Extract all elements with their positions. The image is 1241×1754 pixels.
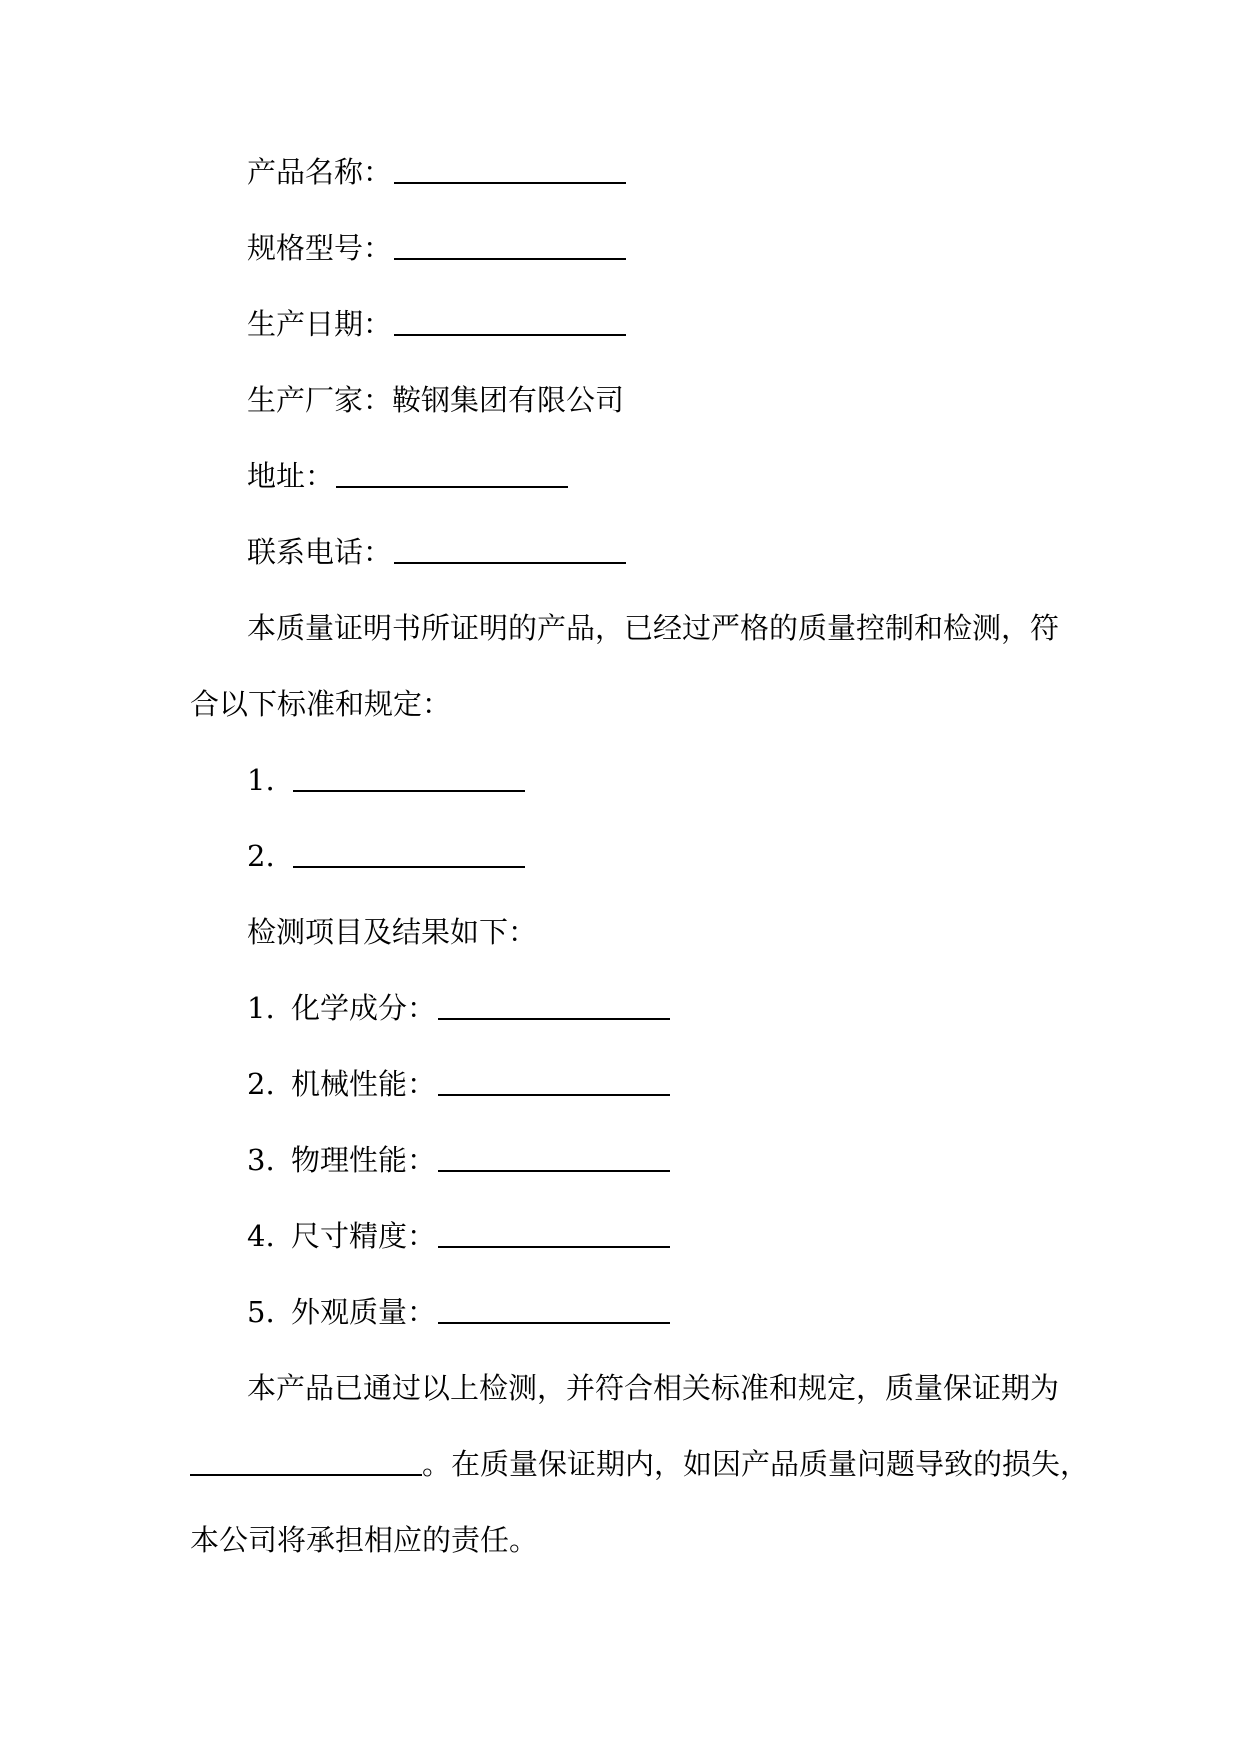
test-label: 化学成分：: [291, 991, 437, 1025]
standard-number: 2.: [247, 839, 275, 873]
address-blank: [336, 486, 568, 488]
address-field: [247, 456, 568, 496]
test-item: [247, 1216, 670, 1256]
standard-item: [247, 760, 525, 800]
test-label: 机械性能：: [291, 1067, 437, 1101]
standard-blank: [293, 790, 525, 792]
spec-label: 规格型号：: [247, 231, 393, 265]
phone-field: [247, 532, 626, 572]
test-number: 2.: [247, 1067, 275, 1101]
test-item: [247, 1064, 670, 1104]
production-date-label: 生产日期：: [247, 307, 393, 341]
test-blank: [438, 1094, 670, 1096]
test-label: 外观质量：: [291, 1295, 437, 1329]
warranty-period-blank: [190, 1474, 422, 1476]
tests-heading: 检测项目及结果如下：: [247, 915, 538, 949]
test-item: [247, 1292, 670, 1332]
phone-blank: [394, 562, 626, 564]
manufacturer-label: 生产厂家：: [247, 383, 393, 417]
test-label: 尺寸精度：: [291, 1219, 437, 1253]
conclusion-line-1: 本产品已通过以上检测，并符合相关标准和规定，质量保证期为: [247, 1371, 1060, 1405]
standard-blank: [293, 866, 525, 868]
manufacturer-value: 鞍钢集团有限公司: [392, 383, 625, 417]
test-blank: [438, 1018, 670, 1020]
test-blank: [438, 1322, 670, 1324]
spec-blank: [394, 258, 626, 260]
product-name-label: 产品名称：: [247, 155, 393, 189]
test-blank: [438, 1170, 670, 1172]
product-name-blank: [394, 182, 626, 184]
production-date-blank: [394, 334, 626, 336]
statement-line-1: 本质量证明书所证明的产品，已经过严格的质量控制和检测，符: [247, 611, 1060, 645]
test-blank: [438, 1246, 670, 1248]
phone-label: 联系电话：: [247, 535, 393, 569]
conclusion-line-2: [190, 1444, 1089, 1484]
conclusion-line-2-text: 。在质量保证期内，如因产品质量问题导致的损失，: [422, 1447, 1090, 1481]
test-number: 1.: [247, 991, 275, 1025]
production-date-field: [247, 304, 626, 344]
test-number: 3.: [247, 1143, 275, 1177]
test-item: [247, 1140, 670, 1180]
address-label: 地址：: [247, 459, 335, 493]
product-name-field: [247, 152, 626, 192]
manufacturer-field: [247, 380, 624, 420]
test-item: [247, 988, 670, 1028]
test-label: 物理性能：: [291, 1143, 437, 1177]
spec-field: [247, 228, 626, 268]
test-number: 4.: [247, 1219, 275, 1253]
statement-line-2: 合以下标准和规定：: [190, 687, 452, 721]
standard-item: [247, 836, 525, 876]
conclusion-line-3: 本公司将承担相应的责任。: [190, 1523, 539, 1557]
test-number: 5.: [247, 1295, 275, 1329]
standard-number: 1.: [247, 763, 275, 797]
